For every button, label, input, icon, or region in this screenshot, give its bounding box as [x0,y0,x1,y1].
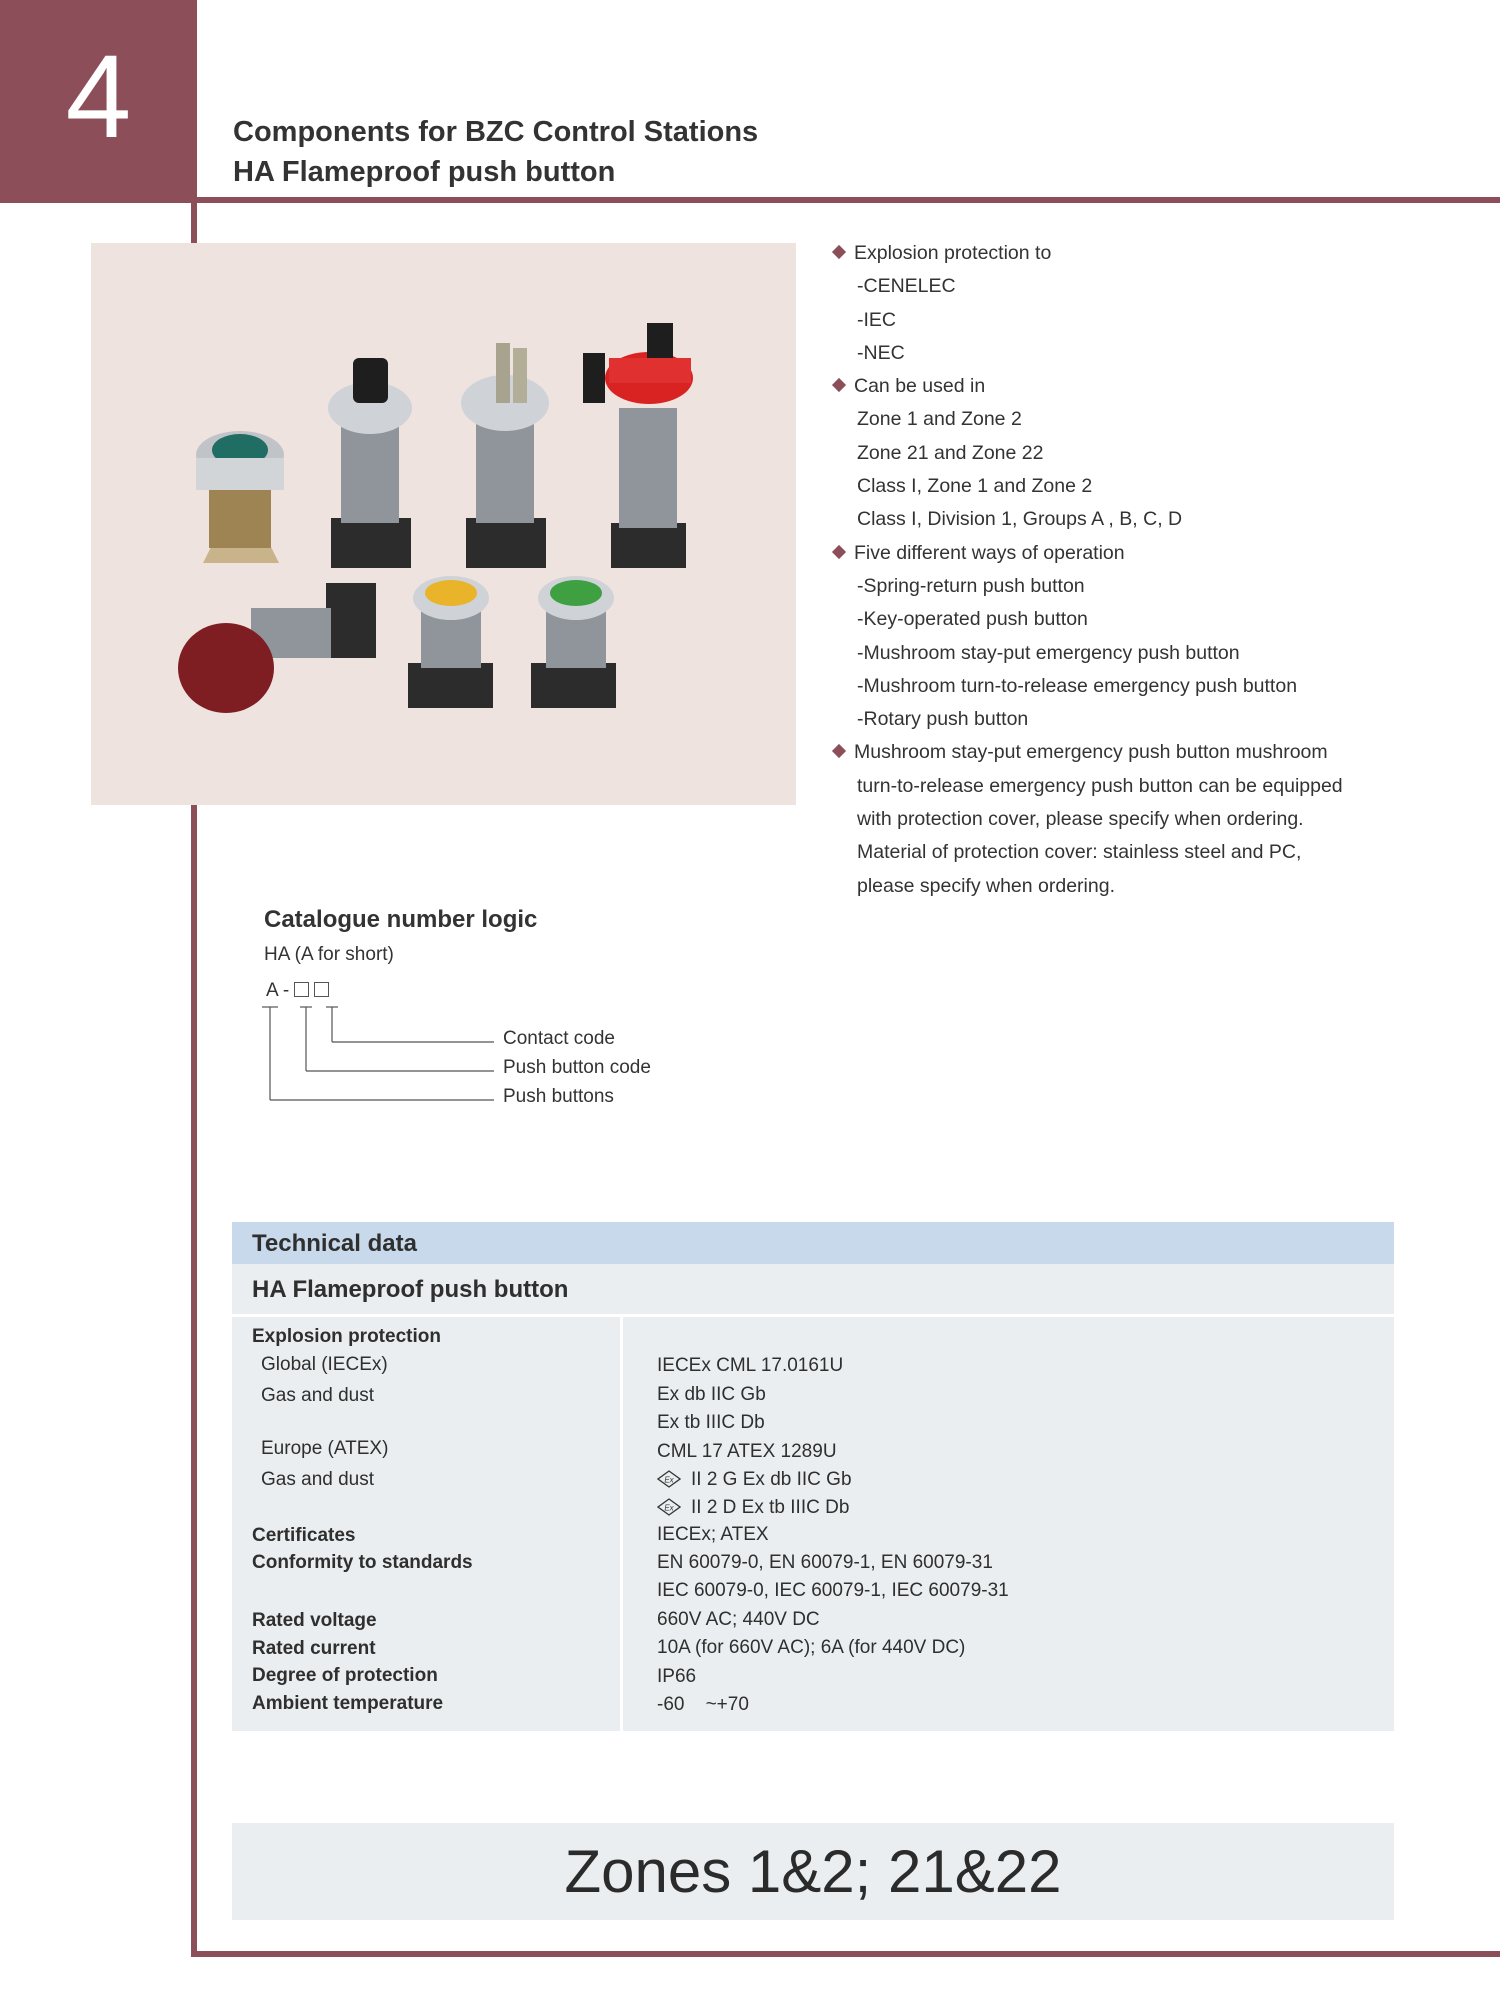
feature-line [830,470,1470,503]
value-rated-voltage: 660V AC; 440V DC [657,1609,820,1630]
code-box [294,982,309,997]
contact-code-label: Contact code [503,1028,615,1049]
feature-text: with protection cover, please specify when ordering. [857,808,1304,831]
table-divider [232,1314,1394,1317]
feature-text: Five different ways of operation [854,541,1125,564]
feature-line [830,870,1470,903]
push-button-code-label: Push button code [503,1057,651,1078]
feature-text: -Mushroom turn-to-release emergency push button [857,674,1298,697]
label-rated-voltage: Rated voltage [252,1610,377,1631]
value-rated-current: 10A (for 660V AC); 6A (for 440V DC) [657,1637,966,1658]
feature-line [830,836,1470,869]
label-certificates: Certificates [252,1525,356,1546]
feature-line [830,603,1470,636]
feature-line [830,304,1470,337]
value-atex-gas [657,1469,852,1491]
svg-text:Ex: Ex [664,1475,674,1485]
header-rule [197,197,1500,203]
feature-line [830,237,1470,270]
label-conformity: Conformity to standards [252,1552,473,1573]
technical-data-table [232,1222,1394,1731]
value-degree-protection: IP66 [657,1666,697,1687]
key-operated-push-button [461,343,549,568]
bottom-rule [191,1951,1500,1957]
page-title: Components for BZC Control Stations [233,116,759,148]
label-rated-current: Rated current [252,1638,376,1659]
value-ex-tb: Ex tb IIIC Db [657,1412,765,1433]
feature-line [830,703,1470,736]
technical-data-title: Technical data [252,1230,417,1257]
feature-text: Mushroom stay-put emergency push button mushroom [854,741,1328,764]
value-atex-dust-text: II 2 D Ex tb IIIC Db [691,1497,850,1518]
table-column-divider [620,1317,623,1731]
feature-line [830,770,1470,803]
feature-line [830,803,1470,836]
label-explosion-protection: Explosion protection [252,1326,441,1347]
code-box [314,982,329,997]
value-iecex-cert: IECEx CML 17.0161U [657,1355,844,1376]
feature-text: Class I, Division 1, Groups A , B, C, D [857,508,1183,531]
feature-text: -NEC [857,341,905,364]
value-ambient-temperature: -60 ~+70 [657,1694,749,1715]
value-atex-dust [657,1497,849,1519]
value-standards-iec: IEC 60079-0, IEC 60079-1, IEC 60079-31 [657,1580,1009,1601]
feature-line [830,637,1470,670]
svg-text:Ex: Ex [664,1503,674,1513]
feature-text: -Rotary push button [857,708,1029,731]
feature-text: Zone 21 and Zone 22 [857,441,1044,464]
feature-text: Class I, Zone 1 and Zone 2 [857,475,1093,498]
feature-line [830,403,1470,436]
rotary-push-button [328,358,412,568]
feature-text: Can be used in [854,375,986,398]
ex-mark-icon [657,1498,681,1516]
feature-text: Explosion protection to [854,242,1052,264]
zones-banner-text: Zones 1&2; 21&22 [564,1838,1062,1905]
feature-line [830,503,1470,536]
value-standards-en: EN 60079-0, EN 60079-1, EN 60079-31 [657,1552,993,1573]
catalogue-code [266,980,329,1002]
diamond-bullet-icon [832,744,846,758]
chapter-number: 4 [65,31,132,163]
indicator-light-green [196,431,284,563]
feature-text: -Mushroom stay-put emergency push button [857,641,1240,664]
diamond-bullet-icon [832,245,846,259]
product-photo [91,243,796,805]
feature-line [830,437,1470,470]
label-gas-dust: Gas and dust [261,1385,375,1406]
feature-line [830,670,1470,703]
value-certificates: IECEx; ATEX [657,1524,769,1545]
feature-text: -Key-operated push button [857,608,1088,631]
label-europe-atex: Europe (ATEX) [261,1438,389,1459]
label-gas-dust: Gas and dust [261,1469,375,1490]
feature-line [830,537,1470,570]
feature-line [830,736,1470,769]
value-ex-db: Ex db IIC Gb [657,1384,766,1405]
green-push-button [531,576,616,708]
label-global-iecex: Global (IECEx) [261,1354,388,1375]
diamond-bullet-icon [832,378,846,392]
ex-mark-icon [657,1470,681,1488]
catalogue-title: Catalogue number logic [264,906,538,933]
feature-text: -CENELEC [857,275,956,298]
feature-text: -Spring-return push button [857,574,1085,597]
page-subtitle: HA Flameproof push button [233,156,616,188]
diamond-bullet-icon [832,545,846,559]
catalogue-subtitle: HA (A for short) [264,944,394,965]
mushroom-key-push-button [583,323,693,568]
catalogue-code-prefix: A - [266,980,290,1001]
feature-text: Material of protection cover: stainless steel and PC, [857,841,1302,864]
catalogue-logic-lines [260,1002,500,1112]
value-atex-gas-text: II 2 G Ex db IIC Gb [691,1469,852,1490]
zones-banner [232,1823,1394,1920]
feature-line [830,337,1470,370]
feature-text: Zone 1 and Zone 2 [857,408,1022,431]
feature-line [830,270,1470,303]
feature-text: -IEC [857,308,896,331]
technical-data-subtitle: HA Flameproof push button [252,1276,569,1303]
value-atex-cert: CML 17 ATEX 1289U [657,1441,837,1462]
feature-list [830,237,1470,903]
feature-text: turn-to-release emergency push button can be equipped [857,774,1343,797]
label-degree-protection: Degree of protection [252,1665,438,1686]
push-buttons-label: Push buttons [503,1086,614,1107]
feature-line [830,370,1470,403]
label-ambient-temperature: Ambient temperature [252,1693,444,1714]
feature-line [830,570,1470,603]
yellow-push-button [408,576,493,708]
mushroom-emergency-push-button [178,583,376,713]
feature-text: please specify when ordering. [857,874,1115,897]
